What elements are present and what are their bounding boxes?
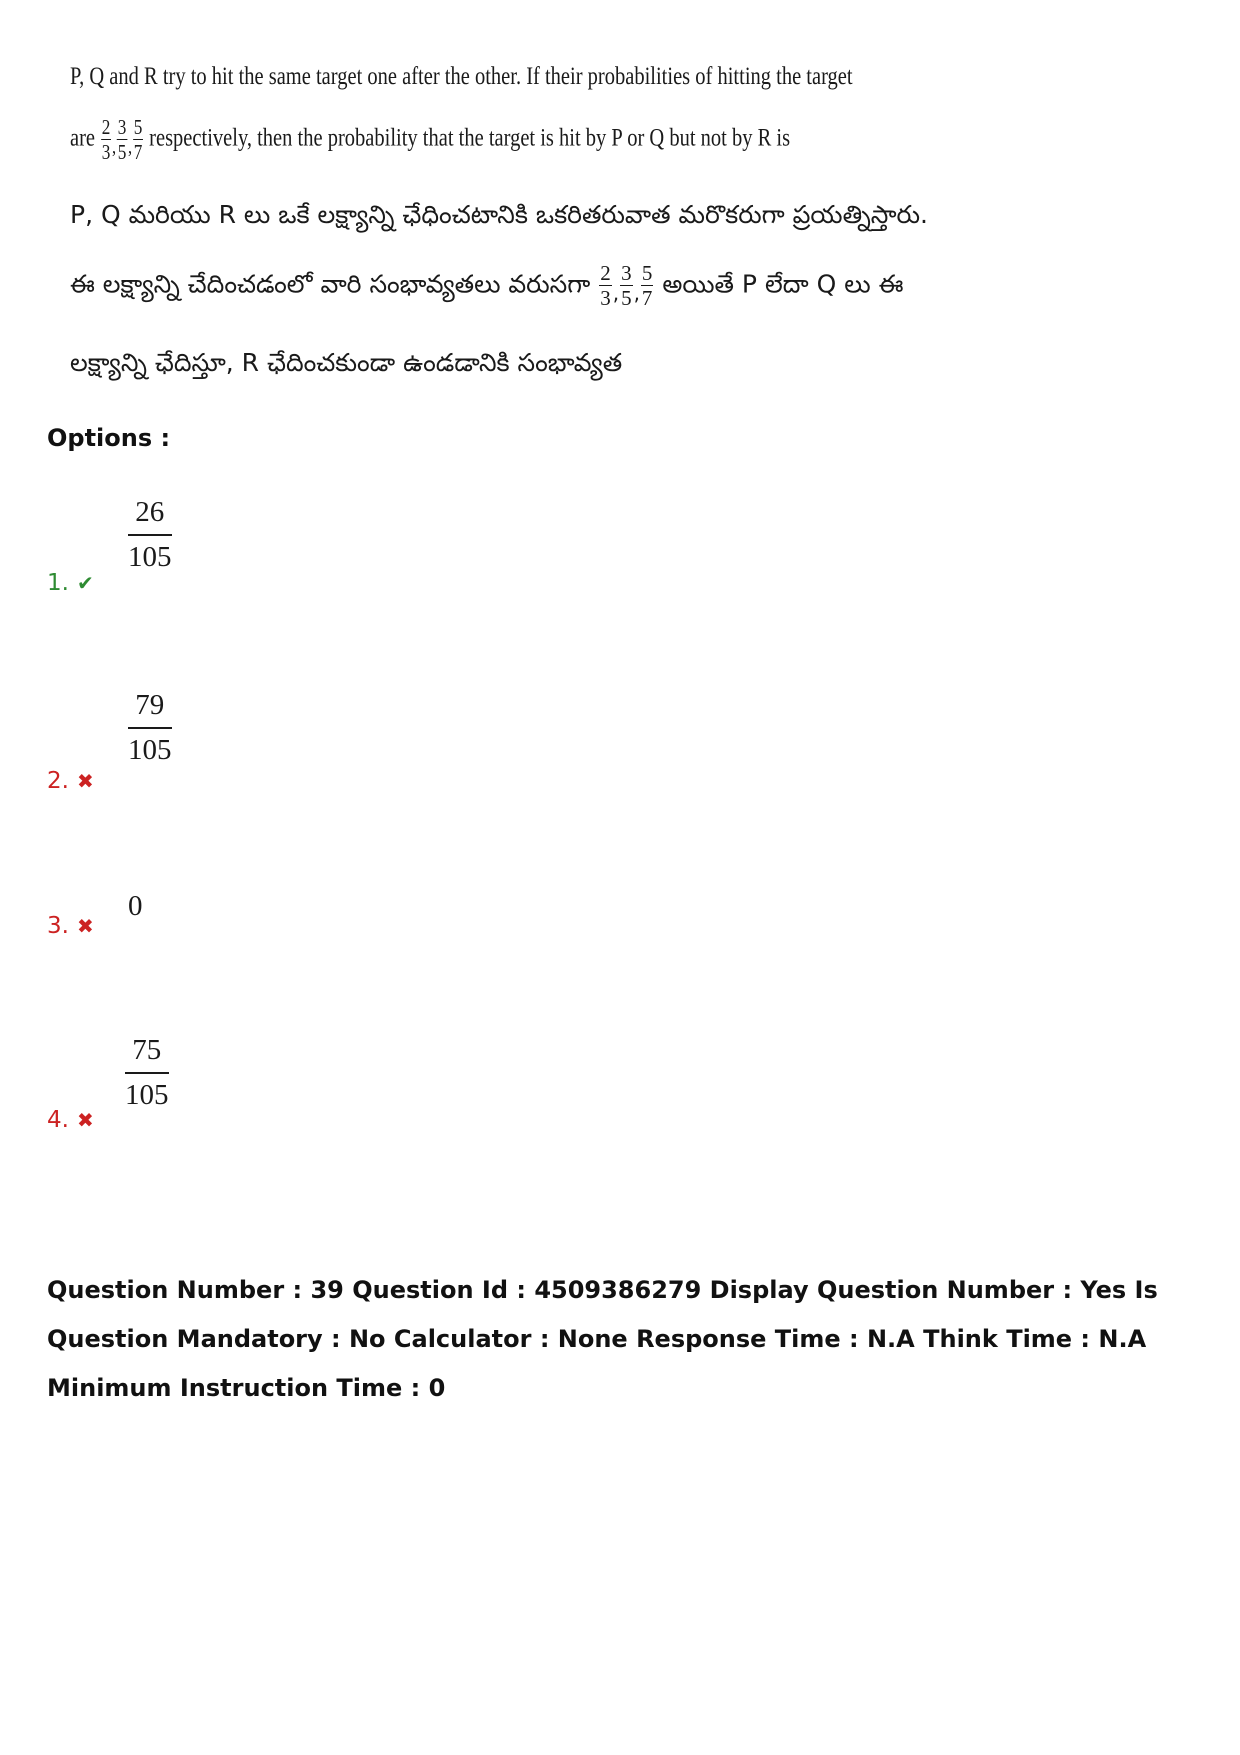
- option-1-number: 1.: [47, 570, 69, 596]
- question-english-suffix: respectively, then the probability that the target is hit by P or Q but not by R is: [149, 124, 791, 152]
- question-english-text-1: P, Q and R try to hit the same target one after the other. If their probabilities of hitting the target: [70, 63, 853, 90]
- option-2-value: [128, 689, 172, 767]
- option-2[interactable]: [47, 768, 94, 794]
- option-1-value: [128, 496, 172, 574]
- question-telugu-line-2: ఈ లక్ష్యాన్ని చేదించడంలో వారి సంభావ్యతలు వరుసగా $\frac{2}{3}$ , $\frac{3}{5}$ , $\frac{5}{7}$ అయితే P లేదా Q లు ఈ: [70, 261, 904, 311]
- option-2-number: 2.: [47, 768, 69, 794]
- fraction-p-telugu: $\frac{2}{3}$: [600, 261, 611, 311]
- option-1[interactable]: [47, 570, 94, 596]
- option-2-numerator: 79: [128, 689, 172, 729]
- cross-icon: ✖: [76, 1108, 94, 1132]
- fraction-p: $\frac{2}{3}$: [101, 115, 111, 165]
- option-3-number: 3.: [47, 913, 69, 939]
- check-icon: ✔: [76, 571, 94, 595]
- options-label: Options :: [47, 424, 171, 452]
- question-english-line-1: [70, 64, 853, 89]
- question-telugu-text-1: P, Q మరియు R లు ఒకే లక్ష్యాన్ని ఛేధించటానికి ఒకరితరువాత మరొకరుగా ప్రయత్నిస్తారు.: [70, 200, 928, 229]
- cross-icon: ✖: [76, 769, 94, 793]
- question-telugu-suffix: అయితే P లేదా Q లు ఈ: [662, 269, 904, 299]
- option-4-value: [125, 1034, 169, 1112]
- question-english-prefix: are: [70, 124, 96, 152]
- option-4-numerator: 75: [125, 1034, 169, 1074]
- option-1-numerator: 26: [128, 496, 172, 536]
- question-telugu-line-1: [70, 202, 928, 227]
- option-1-denominator: 105: [128, 541, 172, 573]
- question-telugu-text-3: లక్ష్యాన్ని ఛేదిస్తూ, R ఛేదించకుండా ఉండడానికి సంభావ్యత: [70, 348, 623, 377]
- question-telugu-prefix: ఈ లక్ష్యాన్ని చేదించడంలో వారి సంభావ్యతలు వరుసగా: [70, 269, 591, 299]
- question-english-line-2: are $\frac{2}{3}$ , $\frac{3}{5}$ , $\frac{5}{7}$ respectively, then the probability that the target is hit by P or Q but not by R is: [70, 115, 791, 165]
- option-4-number: 4.: [47, 1107, 69, 1133]
- option-3-value: 0: [128, 890, 143, 922]
- fraction-r: $\frac{5}{7}$: [133, 115, 143, 165]
- cross-icon: ✖: [76, 914, 94, 938]
- fraction-q: $\frac{3}{5}$: [117, 115, 127, 165]
- fraction-q-telugu: $\frac{3}{5}$: [621, 261, 632, 311]
- question-telugu-line-3: [70, 350, 622, 375]
- option-2-denominator: 105: [128, 734, 172, 766]
- question-metadata: Question Number : 39 Question Id : 4509386279 Display Question Number : Yes Is Question Mandatory : No Calculator : None Response Time : N.A Think Time : N.A Minimum Instruction Time : 0: [47, 1276, 1158, 1402]
- option-4-denominator: 105: [125, 1079, 169, 1111]
- fraction-r-telugu: $\frac{5}{7}$: [641, 261, 653, 311]
- option-3[interactable]: [47, 913, 94, 939]
- option-4[interactable]: [47, 1107, 94, 1133]
